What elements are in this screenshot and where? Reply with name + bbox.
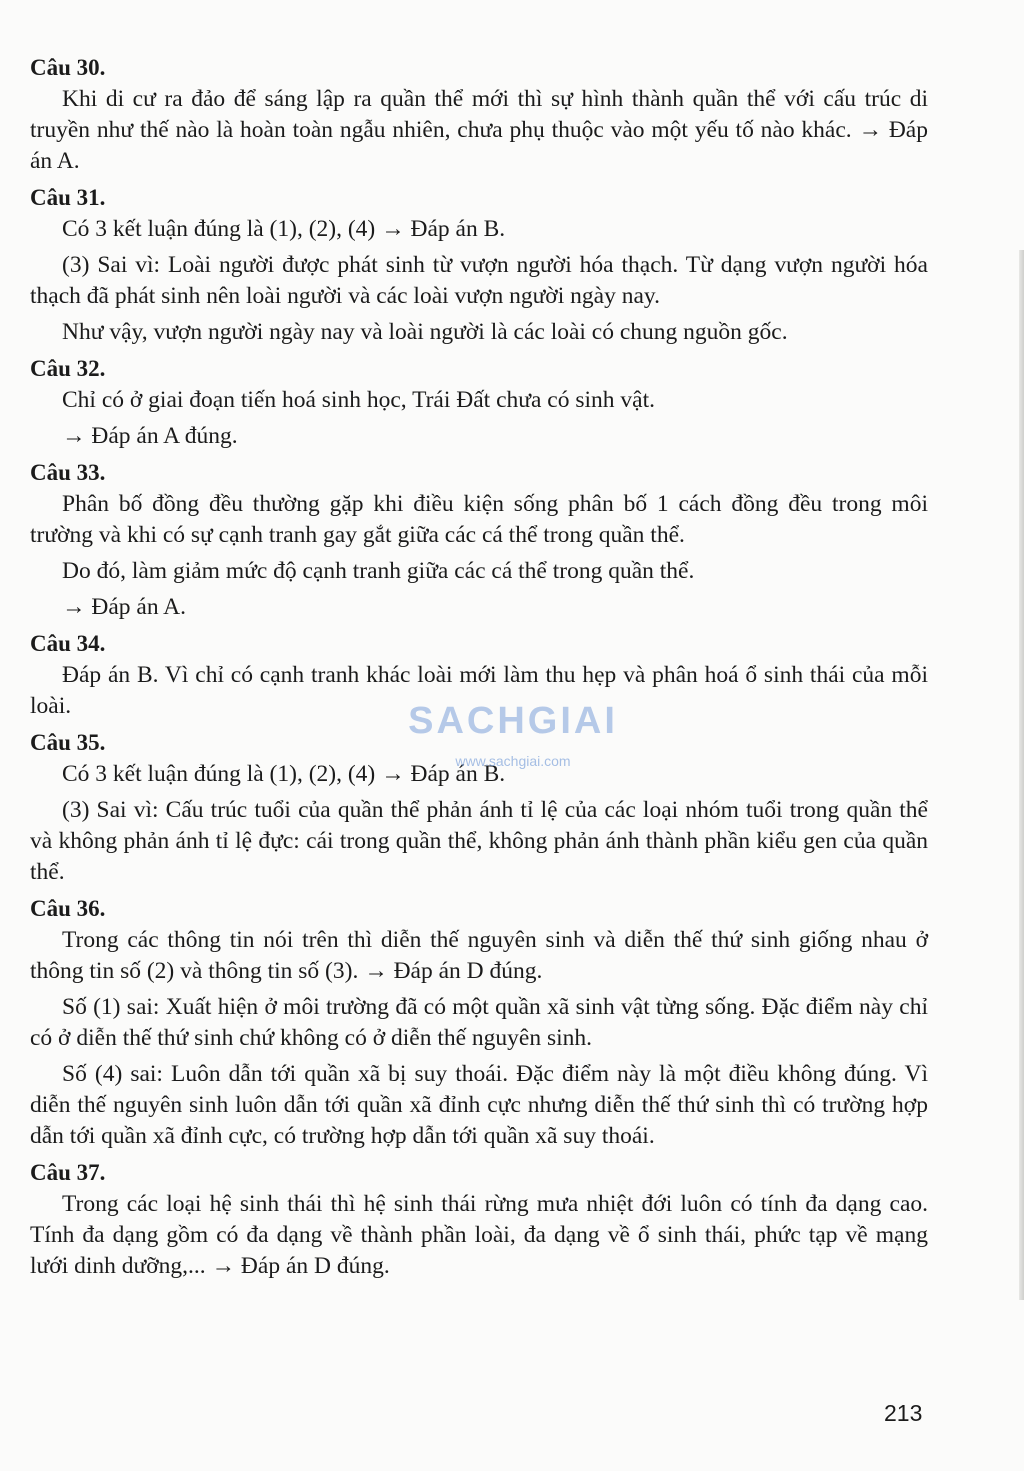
answer-paragraph: → Đáp án A đúng.: [62, 423, 238, 449]
question-heading: Câu 32.: [30, 356, 106, 381]
answer-paragraph: Như vậy, vượn người ngày nay và loài người là các loài có chung nguồn gốc.: [62, 319, 788, 345]
question-heading: Câu 34.: [30, 631, 106, 656]
answer-paragraph: Có 3 kết luận đúng là (1), (2), (4) → Đáp án B.: [62, 216, 506, 242]
answer-paragraph: (3) Sai vì: Loài người được phát sinh từ vượn người hóa thạch. Từ dạng vượn người hóa thạch đã phát sinh nên loài người và các loài vượn người ngày nay.: [30, 252, 928, 309]
page-edge-shadow: [1019, 250, 1024, 1300]
answer-paragraph: Chỉ có ở giai đoạn tiến hoá sinh học, Trái Đất chưa có sinh vật.: [62, 387, 655, 413]
answer-paragraph: → Đáp án A.: [62, 594, 187, 620]
watermark-logo: SACHGIAI: [408, 700, 618, 742]
question-heading: Câu 35.: [30, 730, 106, 755]
question-heading: Câu 30.: [30, 55, 106, 80]
answer-q34: [30, 628, 928, 722]
answer-q31: [30, 182, 928, 348]
page-number: 213: [884, 1400, 923, 1426]
answer-paragraph: Trong các loại hệ sinh thái thì hệ sinh thái rừng mưa nhiệt đới luôn có tính đa dạng cao. Tính đa dạng gồm có đa dạng về thành phần loài, đa dạng về ổ sinh thái, phức tạp về mạng lưới dinh dưỡng,... → Đáp án D đúng.: [30, 1191, 928, 1279]
answer-paragraph: Số (4) sai: Luôn dẫn tới quần xã bị suy thoái. Đặc điểm này là một điều không đúng. Vì diễn thế nguyên sinh luôn dẫn tới quần xã đỉnh cực nhưng diễn thế thứ sinh thì có trường hợp dẫn tới quần xã đỉnh cực, có trường hợp dẫn tới quần xã suy thoái.: [30, 1061, 928, 1149]
question-heading: Câu 31.: [30, 185, 106, 210]
answer-q37: [30, 1157, 928, 1282]
answer-q33: [30, 457, 928, 623]
answer-page: [30, 52, 928, 1287]
answer-paragraph: Trong các thông tin nói trên thì diễn thế nguyên sinh và diễn thế thứ sinh giống nhau ở thông tin số (2) và thông tin số (3). → Đáp án D đúng.: [30, 927, 928, 984]
answer-q36: [30, 893, 928, 1152]
answer-paragraph: (3) Sai vì: Cấu trúc tuổi của quần thể phản ánh tỉ lệ của các loại nhóm tuổi trong quần thể và không phản ánh tỉ lệ đực: cái trong quần thể, không phản ánh thành phần kiểu gen của quần thể.: [30, 797, 928, 885]
answer-q30: [30, 52, 928, 177]
question-heading: Câu 36.: [30, 896, 106, 921]
answer-q35: [30, 727, 928, 888]
question-heading: Câu 33.: [30, 460, 106, 485]
question-heading: Câu 37.: [30, 1160, 106, 1185]
watermark-url: www.sachgiai.com: [455, 753, 571, 769]
answer-paragraph: Số (1) sai: Xuất hiện ở môi trường đã có một quần xã sinh vật từng sống. Đặc điểm này chỉ có ở diễn thế thứ sinh chứ không có ở diễn thế nguyên sinh.: [30, 994, 928, 1051]
answer-paragraph: Đáp án B. Vì chỉ có cạnh tranh khác loài mới làm thu hẹp và phân hoá ổ sinh thái của mỗi loài.: [30, 662, 928, 719]
answer-paragraph: Có 3 kết luận đúng là (1), (2), (4) → Đáp án B.: [62, 761, 506, 787]
answer-paragraph: Phân bố đồng đều thường gặp khi điều kiện sống phân bố 1 cách đồng đều trong môi trường và khi có sự cạnh tranh gay gắt giữa các cá thể trong quần thể.: [30, 491, 928, 548]
answer-paragraph: Do đó, làm giảm mức độ cạnh tranh giữa các cá thể trong quần thể.: [62, 558, 695, 584]
answer-q32: [30, 353, 928, 452]
answer-paragraph: Khi di cư ra đảo để sáng lập ra quần thể mới thì sự hình thành quần thể với cấu trúc di truyền như thế nào là hoàn toàn ngẫu nhiên, chưa phụ thuộc vào một yếu tố nào khác. → Đáp án A.: [30, 86, 928, 174]
